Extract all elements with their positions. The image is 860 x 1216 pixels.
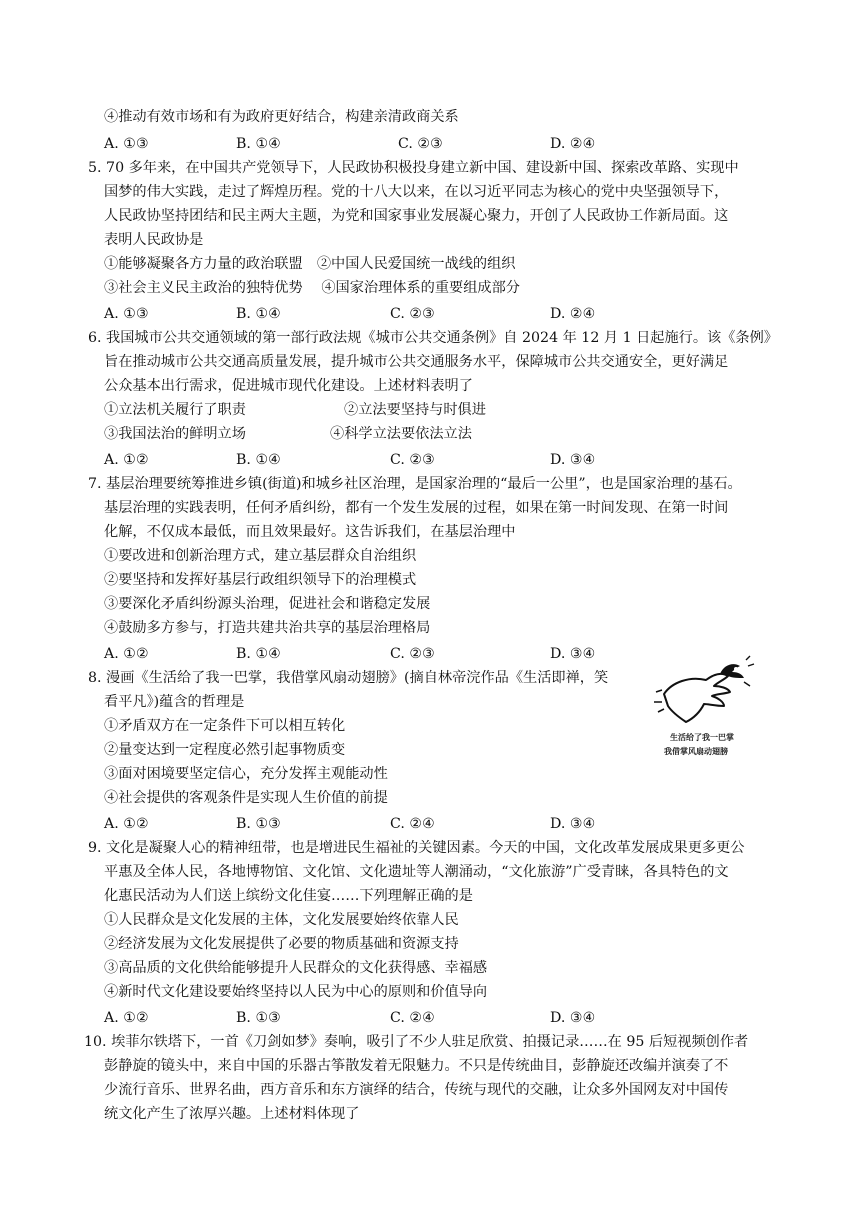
q10-stem-line: 少流行音乐、世界名曲，西方音乐和东方演绎的结合，传统与现代的交融，让众多外国网友对中国传 — [104, 1082, 729, 1098]
q6-stem-line: 旨在推动城市公共交通高质量发展，提升城市公共交通服务水平，保障城市公共交通安全，更好满足 — [104, 354, 729, 370]
q8-option-1: ①矛盾双方在一定条件下可以相互转化 — [104, 718, 346, 734]
q6-stem-line: 公众基本出行需求，促进城市现代化建设。上述材料表明了 — [104, 378, 473, 394]
q9-stem-line: 9. 文化是凝聚人心的精神纽带，也是增进民生福祉的关键因素。今天的中国，文化改革发展成果更多更公 — [88, 840, 745, 856]
q8-option-3: ③面对困境要坚定信心，充分发挥主观能动性 — [104, 766, 388, 782]
q4-choice-c: C. ②③ — [398, 136, 443, 152]
q10-stem-line: 统文化产生了浓厚兴趣。上述材料体现了 — [104, 1106, 360, 1122]
q6-choice-c: C. ②③ — [390, 452, 435, 468]
q4-choice-b: B. ①④ — [236, 136, 281, 152]
q10-stem-line: 彭静旋的镜头中，来自中国的乐器古筝散发着无限魅力。不只是传统曲目，彭静旋还改编并演奏了不 — [104, 1058, 729, 1074]
q5-stem-line: 5. 70 多年来，在中国共产党领导下，人民政协积极投身建立新中国、建设新中国、探索改革路、实现中 — [88, 160, 739, 176]
q9-choice-b: B. ①③ — [236, 1010, 281, 1026]
q8-choice-c: C. ②④ — [390, 816, 435, 832]
q8-stem-line: 8. 漫画《生活给了我一巴掌，我借掌风扇动翅膀》(摘自林帝浣作品《生活即禅，笑 — [88, 670, 609, 686]
q4-choice-a: A. ①③ — [104, 136, 149, 152]
q9-stem-line: 平惠及全体人民，各地博物馆、文化馆、文化遗址等人潮涌动，“文化旅游”广受青睐，各具特色的文 — [104, 864, 729, 880]
q7-option-3: ③要深化矛盾纠纷源头治理，促进社会和谐稳定发展 — [104, 596, 431, 612]
q7-stem-line: 基层治理的实践表明，任何矛盾纠纷，都有一个发生发展的过程，如果在第一时间发现、在第一时间 — [104, 500, 729, 516]
q8-choice-d: D. ③④ — [550, 816, 596, 832]
q7-stem-line: 化解，不仅成本最低，而且效果最好。这告诉我们，在基层治理中 — [104, 524, 516, 540]
q8-option-4: ④社会提供的客观条件是实现人生价值的前提 — [104, 790, 388, 806]
q5-stem-line: 表明人民政协是 — [104, 232, 204, 248]
q10-stem-line: 10. 埃菲尔铁塔下，一首《刀剑如梦》奏响，吸引了不少人驻足欣赏、拍摄记录……在 95 后短视频创作者 — [84, 1034, 749, 1050]
q5-choice-a: A. ①③ — [104, 306, 149, 322]
q5-choice-d: D. ②④ — [550, 306, 596, 322]
q8-stem-line: 看平凡》)蕴含的哲理是 — [104, 694, 245, 710]
q6-option-3: ③我国法治的鲜明立场 — [104, 426, 246, 442]
q8-choice-a: A. ①② — [104, 816, 149, 832]
q4-choice-d: D. ②④ — [550, 136, 596, 152]
q7-choice-c: C. ②③ — [390, 646, 435, 662]
q9-choice-a: A. ①② — [104, 1010, 149, 1026]
cartoon-caption-line-1: 生活给了我一巴掌 — [670, 733, 734, 742]
q9-choice-c: C. ②④ — [390, 1010, 435, 1026]
q6-option-2: ②立法要坚持与时俱进 — [344, 402, 486, 418]
q6-choice-a: A. ①② — [104, 452, 149, 468]
q7-choice-d: D. ③④ — [550, 646, 596, 662]
q6-choice-d: D. ③④ — [550, 452, 596, 468]
q6-stem-line: 6. 我国城市公共交通领域的第一部行政法规《城市公共交通条例》自 2024 年 12 月 1 日起施行。该《条例》 — [88, 330, 778, 346]
q8-choice-b: B. ①③ — [236, 816, 281, 832]
q7-option-2: ②要坚持和发挥好基层行政组织领导下的治理模式 — [104, 572, 417, 588]
q9-option-3: ③高品质的文化供给能够提升人民群众的文化获得感、幸福感 — [104, 960, 488, 976]
q7-option-4: ④鼓励多方参与，打造共建共治共享的基层治理格局 — [104, 620, 431, 636]
q6-option-4: ④科学立法要依法立法 — [330, 426, 472, 442]
q4-option-4: ④推动有效市场和有为政府更好结合，构建亲清政商关系 — [104, 109, 459, 125]
q5-choice-b: B. ①④ — [236, 306, 281, 322]
q6-option-1: ①立法机关履行了职责 — [104, 402, 246, 418]
q9-option-1: ①人民群众是文化发展的主体，文化发展要始终依靠人民 — [104, 912, 459, 928]
q7-stem-line: 7. 基层治理要统筹推进乡镇(街道)和城乡社区治理，是国家治理的“最后一公里”，也是国家治理的基石。 — [88, 476, 742, 492]
q9-option-2: ②经济发展为文化发展提供了必要的物质基础和资源支持 — [104, 936, 459, 952]
q5-stem-line: 人民政协坚持团结和民主两大主题，为党和国家事业发展凝心聚力，开创了人民政协工作新局面。这 — [104, 208, 729, 224]
q7-option-1: ①要改进和创新治理方式，建立基层群众自治组织 — [104, 548, 417, 564]
cartoon-caption-line-2: 我借掌风扇动翅膀 — [664, 747, 728, 756]
q9-choice-d: D. ③④ — [550, 1010, 596, 1026]
q9-option-4: ④新时代文化建设要始终坚持以人民为中心的原则和价值导向 — [104, 984, 488, 1000]
cartoon-hand-wings-illustration — [650, 652, 760, 762]
q5-options-row-1: ①能够凝聚各方力量的政治联盟 ②中国人民爱国统一战线的组织 — [104, 256, 516, 272]
q5-choice-c: C. ②③ — [390, 306, 435, 322]
q5-stem-line: 国梦的伟大实践，走过了辉煌历程。党的十八大以来，在以习近平同志为核心的党中央坚强领导下， — [104, 184, 729, 200]
q7-choice-a: A. ①② — [104, 646, 149, 662]
q8-option-2: ②量变达到一定程度必然引起事物质变 — [104, 742, 346, 758]
q7-choice-b: B. ①④ — [236, 646, 281, 662]
q5-options-row-2: ③社会主义民主政治的独特优势 ④国家治理体系的重要组成部分 — [104, 280, 520, 296]
q9-stem-line: 化惠民活动为人们送上缤纷文化佳宴……下列理解正确的是 — [104, 888, 473, 904]
q6-choice-b: B. ①④ — [236, 452, 281, 468]
